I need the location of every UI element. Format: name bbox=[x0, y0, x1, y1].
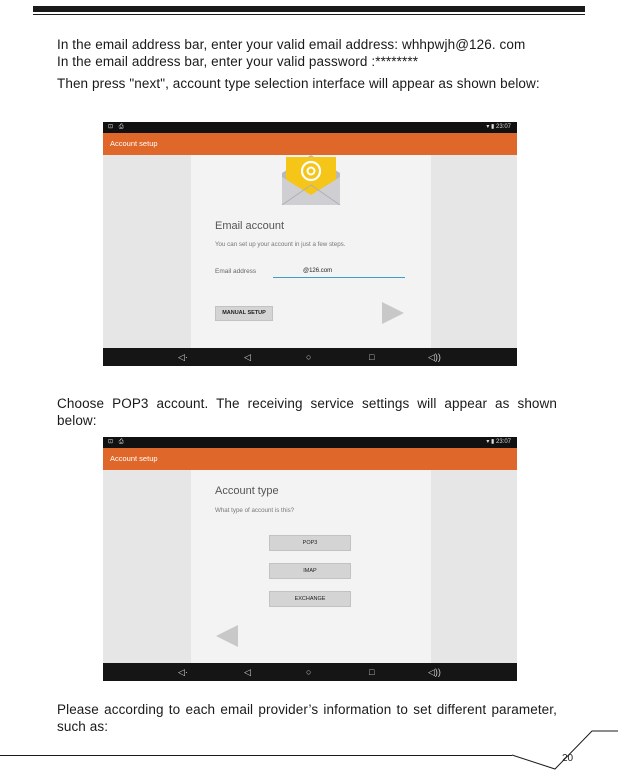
back-arrow-icon[interactable] bbox=[216, 625, 238, 647]
back-icon[interactable]: ◁ bbox=[244, 352, 251, 362]
email-address-label: Email address bbox=[215, 268, 257, 275]
recent-apps-icon[interactable]: □ bbox=[369, 352, 375, 362]
screenshot-account-type bbox=[103, 437, 517, 681]
volume-up-icon[interactable]: ◁)) bbox=[428, 667, 441, 677]
page-number: 20 bbox=[562, 753, 574, 764]
paragraph-pop3-instruction: Choose POP3 account. The receiving service settings will appear as shown below: bbox=[57, 396, 557, 428]
home-icon[interactable]: ○ bbox=[306, 352, 312, 362]
envelope-at-icon bbox=[276, 155, 346, 205]
account-type-panel bbox=[191, 470, 431, 663]
header-rule-thin bbox=[33, 14, 585, 15]
pop3-button[interactable]: POP3 bbox=[269, 535, 351, 551]
volume-down-icon[interactable]: ◁· bbox=[178, 667, 188, 677]
status-left-icons: ⊡ ⎙ bbox=[108, 439, 126, 445]
manual-setup-button[interactable]: MANUAL SETUP bbox=[215, 306, 273, 321]
email-address-instruction: In the email address bar, enter your valid email address: whhpwjh@126. com bbox=[57, 37, 526, 52]
app-bar bbox=[103, 133, 517, 155]
navigation-bar bbox=[103, 348, 517, 366]
navigation-bar bbox=[103, 663, 517, 681]
volume-down-icon[interactable]: ◁· bbox=[178, 352, 188, 362]
email-address-input[interactable]: @126.com bbox=[273, 266, 405, 278]
paragraph-email-instructions bbox=[57, 36, 557, 70]
app-bar-title: Account setup bbox=[110, 454, 158, 463]
panel-title: Email account bbox=[215, 220, 285, 232]
header-rule-thick bbox=[33, 6, 585, 12]
home-icon[interactable]: ○ bbox=[306, 667, 312, 677]
footer-rule bbox=[0, 755, 512, 756]
next-arrow-icon[interactable] bbox=[382, 302, 404, 324]
app-bar bbox=[103, 448, 517, 470]
imap-button[interactable]: IMAP bbox=[269, 563, 351, 579]
setup-panel bbox=[191, 155, 431, 348]
exchange-button[interactable]: EXCHANGE bbox=[269, 591, 351, 607]
panel-subtitle: What type of account is this? bbox=[215, 507, 295, 514]
recent-apps-icon[interactable]: □ bbox=[369, 667, 375, 677]
status-right-info: ▾ ▮ 23:07 bbox=[486, 124, 511, 130]
status-bar bbox=[103, 122, 517, 133]
app-bar-title: Account setup bbox=[110, 139, 158, 148]
paragraph-next-instruction: Then press "next", account type selection interface will appear as shown below: bbox=[57, 76, 540, 91]
status-bar bbox=[103, 437, 517, 448]
page-number-tab bbox=[505, 727, 620, 773]
panel-title: Account type bbox=[215, 485, 279, 497]
paragraph-provider-instruction: Please according to each email provider’s information to set different parameter, such as: bbox=[57, 702, 557, 734]
volume-up-icon[interactable]: ◁)) bbox=[428, 352, 441, 362]
screenshot-email-account bbox=[103, 122, 517, 366]
status-left-icons: ⊡ ⎙ bbox=[108, 124, 126, 130]
panel-subtitle: You can set up your account in just a few steps. bbox=[215, 241, 346, 248]
back-icon[interactable]: ◁ bbox=[244, 667, 251, 677]
password-instruction: In the email address bar, enter your valid password :******** bbox=[57, 54, 419, 69]
status-right-info: ▾ ▮ 23:07 bbox=[486, 439, 511, 445]
